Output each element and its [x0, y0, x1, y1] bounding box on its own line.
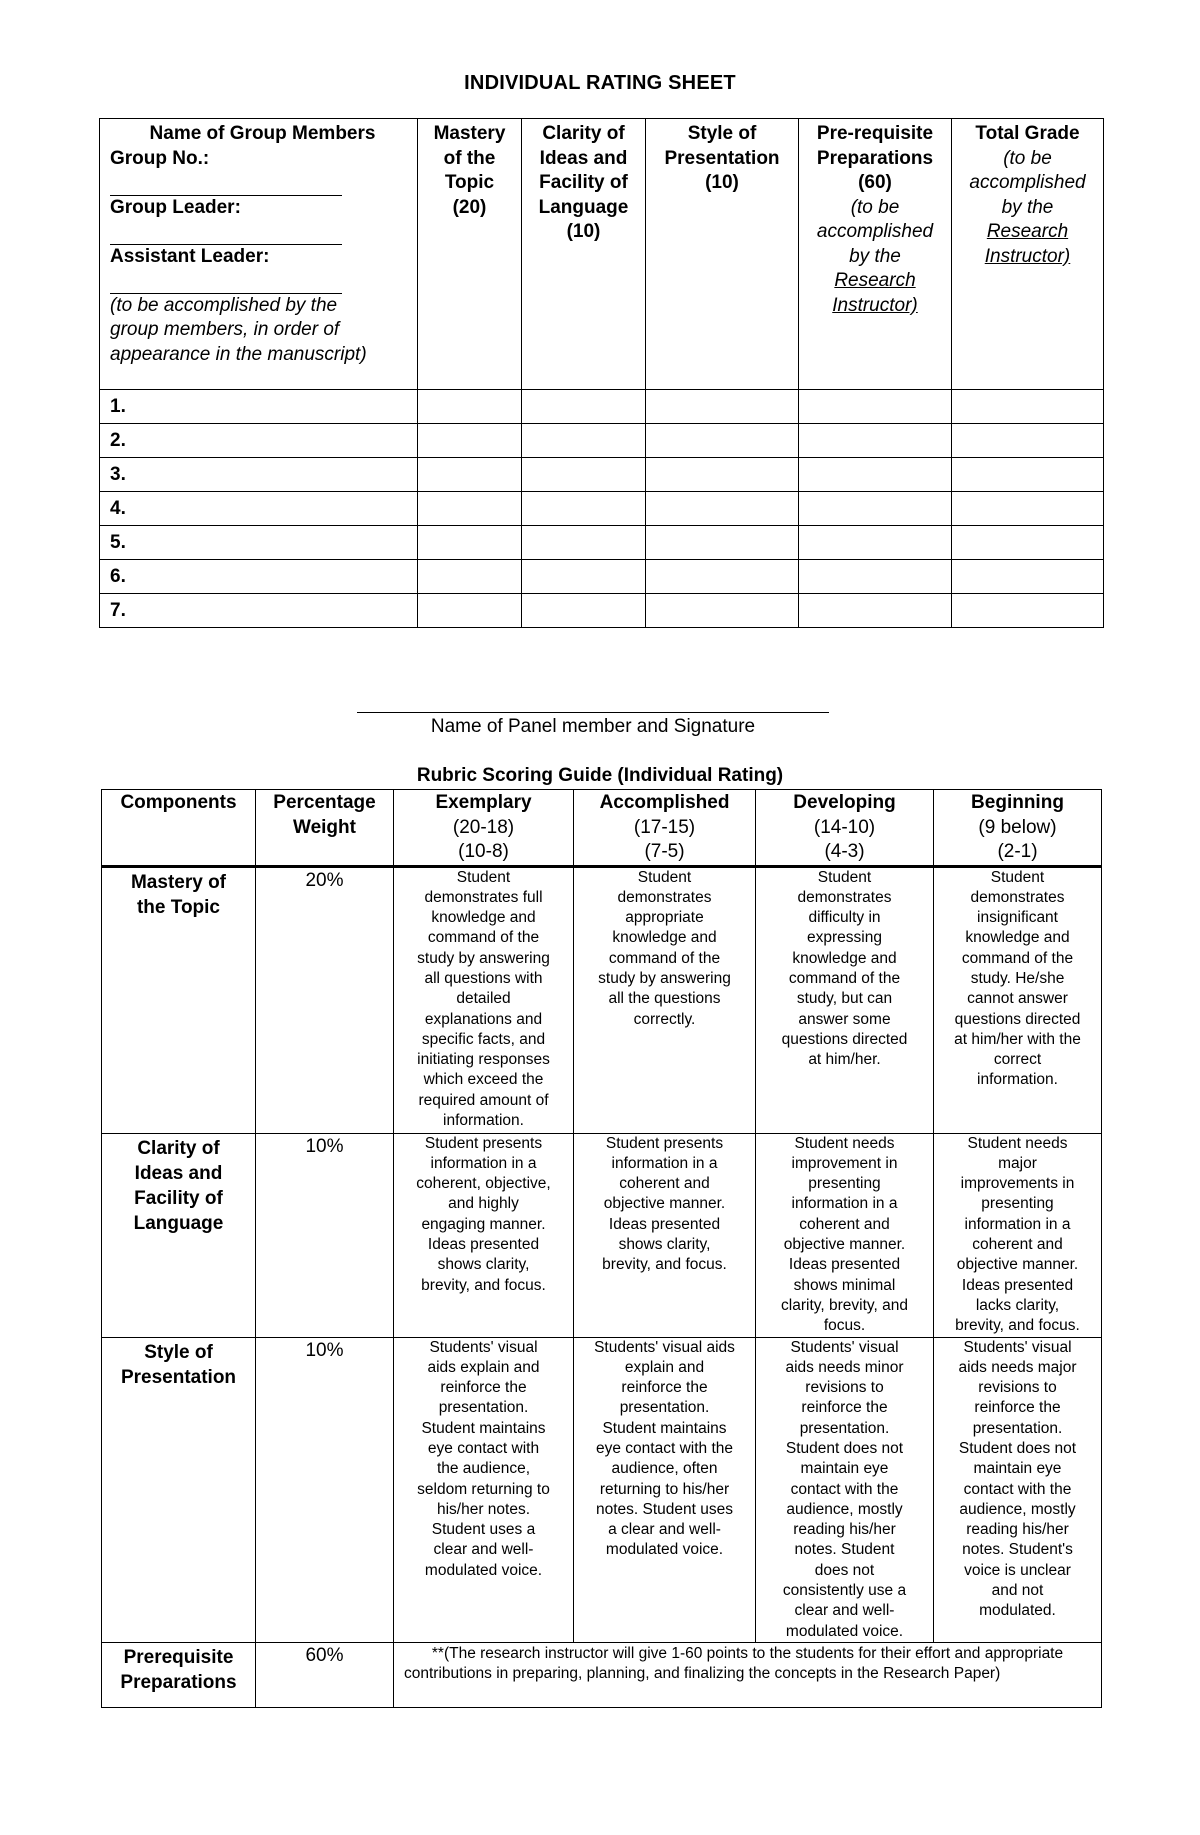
- members-note-2: group members, in order of: [110, 319, 340, 340]
- component-line: the Topic: [136, 896, 221, 918]
- description-line: Students' visual: [429, 1338, 538, 1356]
- assistant-leader-label: Assistant Leader:: [110, 245, 270, 267]
- style-accomplished-desc: [574, 1337, 756, 1642]
- style-beginning-desc: [934, 1337, 1102, 1642]
- style-score-cell[interactable]: [646, 492, 799, 526]
- description-line: coherent and: [799, 1215, 890, 1233]
- mastery-score-cell[interactable]: [418, 424, 522, 458]
- style-score-cell[interactable]: [646, 390, 799, 424]
- prereq-header-points: (60): [858, 172, 892, 193]
- style-score-cell[interactable]: [646, 560, 799, 594]
- group-no-label: Group No.:: [110, 147, 210, 169]
- clarity-beginning-desc: [934, 1133, 1102, 1337]
- page-title: INDIVIDUAL RATING SHEET: [464, 72, 736, 94]
- member-number[interactable]: 5.: [100, 526, 418, 560]
- description-line: information in a: [611, 1154, 718, 1172]
- clarity-score-cell[interactable]: [522, 594, 646, 628]
- style-developing-desc: [756, 1337, 934, 1642]
- description-line: answer some: [798, 1010, 891, 1028]
- total-grade-note: (to be: [1003, 147, 1052, 169]
- description-line: brevity, and focus.: [955, 1317, 1080, 1335]
- total-grade-note-underlined: Research: [986, 221, 1069, 242]
- beginning-header: [934, 790, 1102, 867]
- description-line: consistently use a: [782, 1582, 907, 1600]
- description-line: Student uses a: [431, 1521, 536, 1539]
- description-line: study by answering: [598, 969, 731, 987]
- style-score-cell[interactable]: [646, 424, 799, 458]
- clarity-score-cell[interactable]: [522, 492, 646, 526]
- description-line: presentation.: [619, 1399, 710, 1417]
- description-line: Ideas presented: [608, 1215, 721, 1233]
- description-line: and highly: [448, 1195, 519, 1213]
- member-row: [100, 560, 1104, 594]
- description-line: information in a: [430, 1154, 537, 1172]
- weight-style: 10%: [256, 1337, 394, 1642]
- description-line: Students' visual: [790, 1338, 899, 1356]
- description-line: reading his/her: [793, 1521, 896, 1539]
- description-line: demonstrates full: [424, 888, 543, 906]
- prereq-description: **(The research instructor will give 1-60 points to the students for their effort and appropriate contributions in preparing, planning, and finalizing the concepts in the Research Paper): [394, 1642, 1102, 1707]
- component-line: Style of: [144, 1341, 213, 1363]
- members-header: [100, 119, 418, 390]
- description-line: information.: [443, 1112, 524, 1130]
- description-line: command of the: [608, 949, 721, 967]
- description-line: demonstrates: [970, 888, 1065, 906]
- description-line: knowledge and: [792, 949, 897, 967]
- description-line: explain and: [624, 1358, 705, 1376]
- members-note-3: appearance in the manuscript): [110, 343, 367, 365]
- total-grade-cell[interactable]: [952, 526, 1104, 560]
- style-score-cell[interactable]: [646, 526, 799, 560]
- mastery-score-cell[interactable]: [418, 492, 522, 526]
- description-line: modulated voice.: [605, 1541, 724, 1559]
- description-line: coherent and: [972, 1235, 1063, 1253]
- description-line: coherent and: [619, 1175, 710, 1193]
- description-line: knowledge and: [965, 929, 1070, 947]
- description-line: revisions to: [805, 1379, 884, 1397]
- description-line: aids explain and: [427, 1358, 540, 1376]
- total-grade-cell[interactable]: [952, 458, 1104, 492]
- description-line: Students' visual aids: [594, 1338, 735, 1356]
- clarity-header-line: Language: [538, 196, 629, 218]
- description-line: presentation.: [799, 1419, 890, 1437]
- rubric-row-clarity: [102, 1133, 1102, 1337]
- description-line: presentation.: [972, 1419, 1063, 1437]
- description-line: shows clarity,: [437, 1256, 530, 1274]
- group-no-line[interactable]: [110, 171, 342, 196]
- description-line: clear and well-: [794, 1602, 895, 1620]
- description-line: demonstrates: [617, 888, 712, 906]
- mastery-score-cell[interactable]: [418, 390, 522, 424]
- prereq-score-cell[interactable]: [799, 424, 952, 458]
- description-line: does not: [814, 1561, 875, 1579]
- prereq-header-note: (to be: [850, 196, 900, 218]
- rubric-table: [101, 789, 1102, 1708]
- clarity-header-line: Ideas and: [539, 147, 628, 169]
- prereq-header-line: Preparations: [816, 147, 934, 169]
- mastery-header-line: Topic: [444, 172, 495, 193]
- component-line: Presentation: [120, 1366, 237, 1388]
- prereq-score-cell[interactable]: [799, 526, 952, 560]
- description-line: modulated voice.: [785, 1622, 904, 1640]
- description-line: and not: [991, 1582, 1044, 1600]
- group-leader-line[interactable]: [110, 220, 342, 245]
- description-line: Student: [637, 868, 692, 886]
- description-line: at him/her.: [808, 1051, 881, 1069]
- mastery-score-cell[interactable]: [418, 526, 522, 560]
- component-line: Clarity of: [137, 1137, 220, 1159]
- prereq-score-cell[interactable]: [799, 594, 952, 628]
- description-line: shows clarity,: [618, 1235, 711, 1253]
- prereq-header-note: by the: [849, 245, 901, 267]
- clarity-header-line: Clarity of: [542, 123, 625, 144]
- description-line: explanations and: [424, 1010, 543, 1028]
- weight-mastery: 20%: [256, 866, 394, 1133]
- rubric-header-row: [102, 790, 1102, 867]
- description-line: engaging manner.: [421, 1215, 546, 1233]
- member-number[interactable]: 1.: [100, 390, 418, 424]
- prereq-score-cell[interactable]: [799, 560, 952, 594]
- description-line: eye contact with: [427, 1439, 540, 1457]
- description-line: Students' visual: [963, 1338, 1072, 1356]
- description-line: modulated.: [979, 1602, 1056, 1620]
- prereq-score-cell[interactable]: [799, 458, 952, 492]
- description-line: expressing: [807, 929, 882, 947]
- description-line: focus.: [823, 1317, 866, 1335]
- description-line: information in a: [791, 1195, 898, 1213]
- member-row: [100, 492, 1104, 526]
- rating-header-row: [100, 119, 1104, 390]
- member-number[interactable]: 4.: [100, 492, 418, 526]
- component-line: Language: [133, 1212, 224, 1234]
- signature-line[interactable]: [357, 712, 829, 713]
- signature-label: Name of Panel member and Signature: [430, 716, 756, 737]
- clarity-accomplished-desc: [574, 1133, 756, 1337]
- description-line: his/her notes.: [436, 1500, 531, 1518]
- clarity-score-cell[interactable]: [522, 458, 646, 492]
- member-number[interactable]: 3.: [100, 458, 418, 492]
- description-line: Student presents: [605, 1134, 724, 1152]
- weight-header: [256, 790, 394, 867]
- component-mastery: [102, 866, 256, 1133]
- mastery-score-cell[interactable]: [418, 594, 522, 628]
- description-line: maintain eye: [800, 1460, 889, 1478]
- mastery-header-line: of the: [443, 147, 496, 169]
- description-line: correct: [993, 1051, 1042, 1069]
- clarity-header: [522, 119, 646, 390]
- total-grade-cell[interactable]: [952, 560, 1104, 594]
- weight-header-line: Weight: [293, 816, 356, 838]
- member-row: [100, 526, 1104, 560]
- description-line: Ideas presented: [961, 1276, 1074, 1294]
- description-line: Student maintains: [602, 1419, 727, 1437]
- style-header-line: Style of: [687, 123, 757, 144]
- description-line: contact with the: [963, 1480, 1072, 1498]
- total-grade-note: by the: [1001, 196, 1054, 218]
- accomplished-range: (7-5): [644, 841, 685, 862]
- description-line: presenting: [808, 1175, 881, 1193]
- description-line: detailed: [456, 990, 511, 1008]
- total-grade-cell[interactable]: [952, 424, 1104, 458]
- component-line: Facility of: [134, 1187, 223, 1209]
- style-header: [646, 119, 799, 390]
- accomplished-range: (17-15): [633, 816, 696, 838]
- description-line: notes. Student uses: [595, 1500, 733, 1518]
- group-leader-label: Group Leader:: [110, 196, 241, 218]
- description-line: presentation.: [438, 1399, 529, 1417]
- description-line: notes. Student: [794, 1541, 895, 1559]
- component-line: Mastery of: [130, 871, 227, 893]
- description-line: shows minimal: [793, 1276, 896, 1294]
- description-line: reading his/her: [966, 1521, 1069, 1539]
- description-line: clarity, brevity, and: [781, 1296, 908, 1314]
- component-line: Prerequisite: [123, 1646, 234, 1668]
- description-line: study. He/she: [970, 969, 1065, 987]
- mastery-score-cell[interactable]: [418, 560, 522, 594]
- description-line: Student maintains: [421, 1419, 546, 1437]
- weight-clarity: 10%: [256, 1133, 394, 1337]
- description-line: insignificant: [977, 909, 1058, 927]
- exemplary-label: Exemplary: [435, 792, 532, 813]
- developing-label: Developing: [793, 792, 896, 813]
- description-line: lacks clarity,: [975, 1296, 1060, 1314]
- description-line: audience, often: [611, 1460, 718, 1478]
- beginning-label: Beginning: [971, 792, 1064, 813]
- prereq-header: [799, 119, 952, 390]
- member-row: [100, 458, 1104, 492]
- description-line: returning to his/her: [599, 1480, 730, 1498]
- description-line: all the questions: [608, 990, 721, 1008]
- component-clarity: [102, 1133, 256, 1337]
- rubric-row-prereq: [102, 1642, 1102, 1707]
- clarity-score-cell[interactable]: [522, 390, 646, 424]
- total-grade-note: accomplished: [969, 172, 1086, 193]
- description-line: questions directed: [954, 1010, 1081, 1028]
- description-line: initiating responses: [417, 1051, 550, 1069]
- style-score-cell[interactable]: [646, 594, 799, 628]
- description-line: study, but can: [796, 990, 893, 1008]
- member-row: [100, 390, 1104, 424]
- description-line: Student needs: [967, 1134, 1068, 1152]
- description-line: correctly.: [633, 1010, 696, 1028]
- prereq-header-note: accomplished: [816, 221, 934, 242]
- description-line: notes. Student's: [962, 1541, 1073, 1559]
- mastery-beginning-desc: [934, 866, 1102, 1133]
- total-grade-note-underlined: Instructor): [984, 245, 1071, 267]
- description-line: major: [998, 1154, 1037, 1172]
- exemplary-range: (20-18): [452, 816, 515, 838]
- description-line: information in a: [964, 1215, 1071, 1233]
- description-line: study by answering: [417, 949, 550, 967]
- description-line: aids needs minor: [785, 1358, 904, 1376]
- member-row: [100, 424, 1104, 458]
- description-line: brevity, and focus.: [421, 1276, 546, 1294]
- accomplished-header: [574, 790, 756, 867]
- description-line: appropriate: [625, 909, 704, 927]
- members-note-1: (to be accomplished by the: [110, 294, 338, 316]
- description-line: all questions with: [424, 969, 543, 987]
- total-grade-cell[interactable]: [952, 594, 1104, 628]
- rubric-row-mastery: [102, 866, 1102, 1133]
- mastery-developing-desc: [756, 866, 934, 1133]
- developing-range: (14-10): [813, 816, 876, 838]
- style-score-cell[interactable]: [646, 458, 799, 492]
- total-grade-header: [952, 119, 1104, 390]
- description-line: Student: [817, 868, 872, 886]
- description-line: maintain eye: [973, 1460, 1062, 1478]
- prereq-header-note-underlined: Research: [834, 270, 916, 291]
- developing-range: (4-3): [824, 841, 865, 862]
- prereq-score-cell[interactable]: [799, 492, 952, 526]
- description-line: a clear and well-: [608, 1521, 721, 1539]
- description-line: contact with the: [790, 1480, 899, 1498]
- description-line: brevity, and focus.: [602, 1256, 727, 1274]
- style-header-line: Presentation: [664, 147, 780, 169]
- total-grade-cell[interactable]: [952, 492, 1104, 526]
- mastery-header-line: Mastery: [433, 123, 506, 144]
- description-line: command of the: [788, 969, 901, 987]
- assistant-leader-line[interactable]: [110, 269, 342, 294]
- description-line: questions directed: [781, 1030, 908, 1048]
- description-line: difficulty in: [808, 909, 881, 927]
- description-line: reinforce the: [621, 1379, 708, 1397]
- description-line: objective manner.: [956, 1256, 1079, 1274]
- description-line: improvements in: [960, 1175, 1075, 1193]
- description-line: objective manner.: [603, 1195, 726, 1213]
- description-line: at him/her with the: [954, 1030, 1081, 1048]
- description-line: Student needs: [794, 1134, 895, 1152]
- description-line: Student: [456, 868, 511, 886]
- description-line: information.: [977, 1071, 1058, 1089]
- mastery-header: [418, 119, 522, 390]
- clarity-header-points: (10): [566, 221, 601, 242]
- total-grade-cell[interactable]: [952, 390, 1104, 424]
- mastery-accomplished-desc: [574, 866, 756, 1133]
- accomplished-label: Accomplished: [599, 792, 730, 813]
- description-line: audience, mostly: [959, 1500, 1076, 1518]
- member-number[interactable]: 2.: [100, 424, 418, 458]
- prereq-header-note-underlined: Instructor): [832, 294, 918, 316]
- description-line: objective manner.: [783, 1235, 906, 1253]
- description-line: modulated voice.: [424, 1561, 543, 1579]
- total-grade-label: Total Grade: [975, 123, 1080, 144]
- weight-prereq: 60%: [256, 1642, 394, 1707]
- description-line: aids needs major: [958, 1358, 1077, 1376]
- description-line: Ideas presented: [427, 1235, 540, 1253]
- description-line: Student does not: [958, 1439, 1077, 1457]
- style-exemplary-desc: [394, 1337, 574, 1642]
- member-row: [100, 594, 1104, 628]
- clarity-exemplary-desc: [394, 1133, 574, 1337]
- component-style: [102, 1337, 256, 1642]
- description-line: Student: [990, 868, 1045, 886]
- mastery-score-cell[interactable]: [418, 458, 522, 492]
- description-line: command of the: [427, 929, 540, 947]
- description-line: seldom returning to: [417, 1480, 550, 1498]
- clarity-score-cell[interactable]: [522, 560, 646, 594]
- prereq-header-line: Pre-requisite: [816, 123, 934, 144]
- description-line: specific facts, and: [421, 1030, 546, 1048]
- clarity-developing-desc: [756, 1133, 934, 1337]
- clarity-score-cell[interactable]: [522, 424, 646, 458]
- component-line: Ideas and: [134, 1162, 223, 1184]
- description-line: Student does not: [785, 1439, 904, 1457]
- description-line: cannot answer: [967, 990, 1068, 1008]
- exemplary-range: (10-8): [458, 841, 509, 862]
- description-line: demonstrates: [797, 888, 892, 906]
- developing-header: [756, 790, 934, 867]
- rubric-row-style: [102, 1337, 1102, 1642]
- style-header-points: (10): [705, 172, 739, 193]
- description-line: knowledge and: [431, 909, 536, 927]
- description-line: improvement in: [791, 1154, 898, 1172]
- description-line: presenting: [981, 1195, 1054, 1213]
- description-line: audience, mostly: [786, 1500, 903, 1518]
- clarity-header-line: Facility of: [539, 172, 628, 193]
- description-line: Ideas presented: [788, 1256, 901, 1274]
- components-header: [102, 790, 256, 867]
- component-prereq: [102, 1642, 256, 1707]
- mastery-exemplary-desc: [394, 866, 574, 1133]
- description-line: required amount of: [418, 1091, 549, 1109]
- description-line: voice is unclear: [964, 1561, 1071, 1579]
- mastery-header-points: (20): [452, 196, 487, 218]
- description-line: revisions to: [978, 1379, 1057, 1397]
- exemplary-header: [394, 790, 574, 867]
- description-line: Student presents: [424, 1134, 543, 1152]
- description-line: knowledge and: [612, 929, 717, 947]
- description-line: reinforce the: [974, 1399, 1061, 1417]
- members-name-label: Name of Group Members: [149, 123, 376, 144]
- member-number[interactable]: 7.: [100, 594, 418, 628]
- description-line: command of the: [961, 949, 1074, 967]
- member-number[interactable]: 6.: [100, 560, 418, 594]
- rating-table: [99, 118, 1104, 628]
- prereq-score-cell[interactable]: [799, 390, 952, 424]
- description-line: eye contact with the: [596, 1439, 733, 1457]
- components-header-label: Components: [120, 792, 237, 813]
- description-line: reinforce the: [801, 1399, 888, 1417]
- component-line: Preparations: [120, 1671, 237, 1693]
- description-line: clear and well-: [433, 1541, 534, 1559]
- rubric-title: Rubric Scoring Guide (Individual Rating): [416, 765, 784, 786]
- beginning-range: (2-1): [997, 841, 1038, 862]
- beginning-range: (9 below): [978, 816, 1057, 838]
- weight-header-line: Percentage: [273, 792, 376, 813]
- description-line: reinforce the: [440, 1379, 527, 1397]
- clarity-score-cell[interactable]: [522, 526, 646, 560]
- description-line: the audience,: [436, 1460, 531, 1478]
- description-line: which exceed the: [423, 1071, 544, 1089]
- description-line: coherent, objective,: [416, 1175, 551, 1193]
